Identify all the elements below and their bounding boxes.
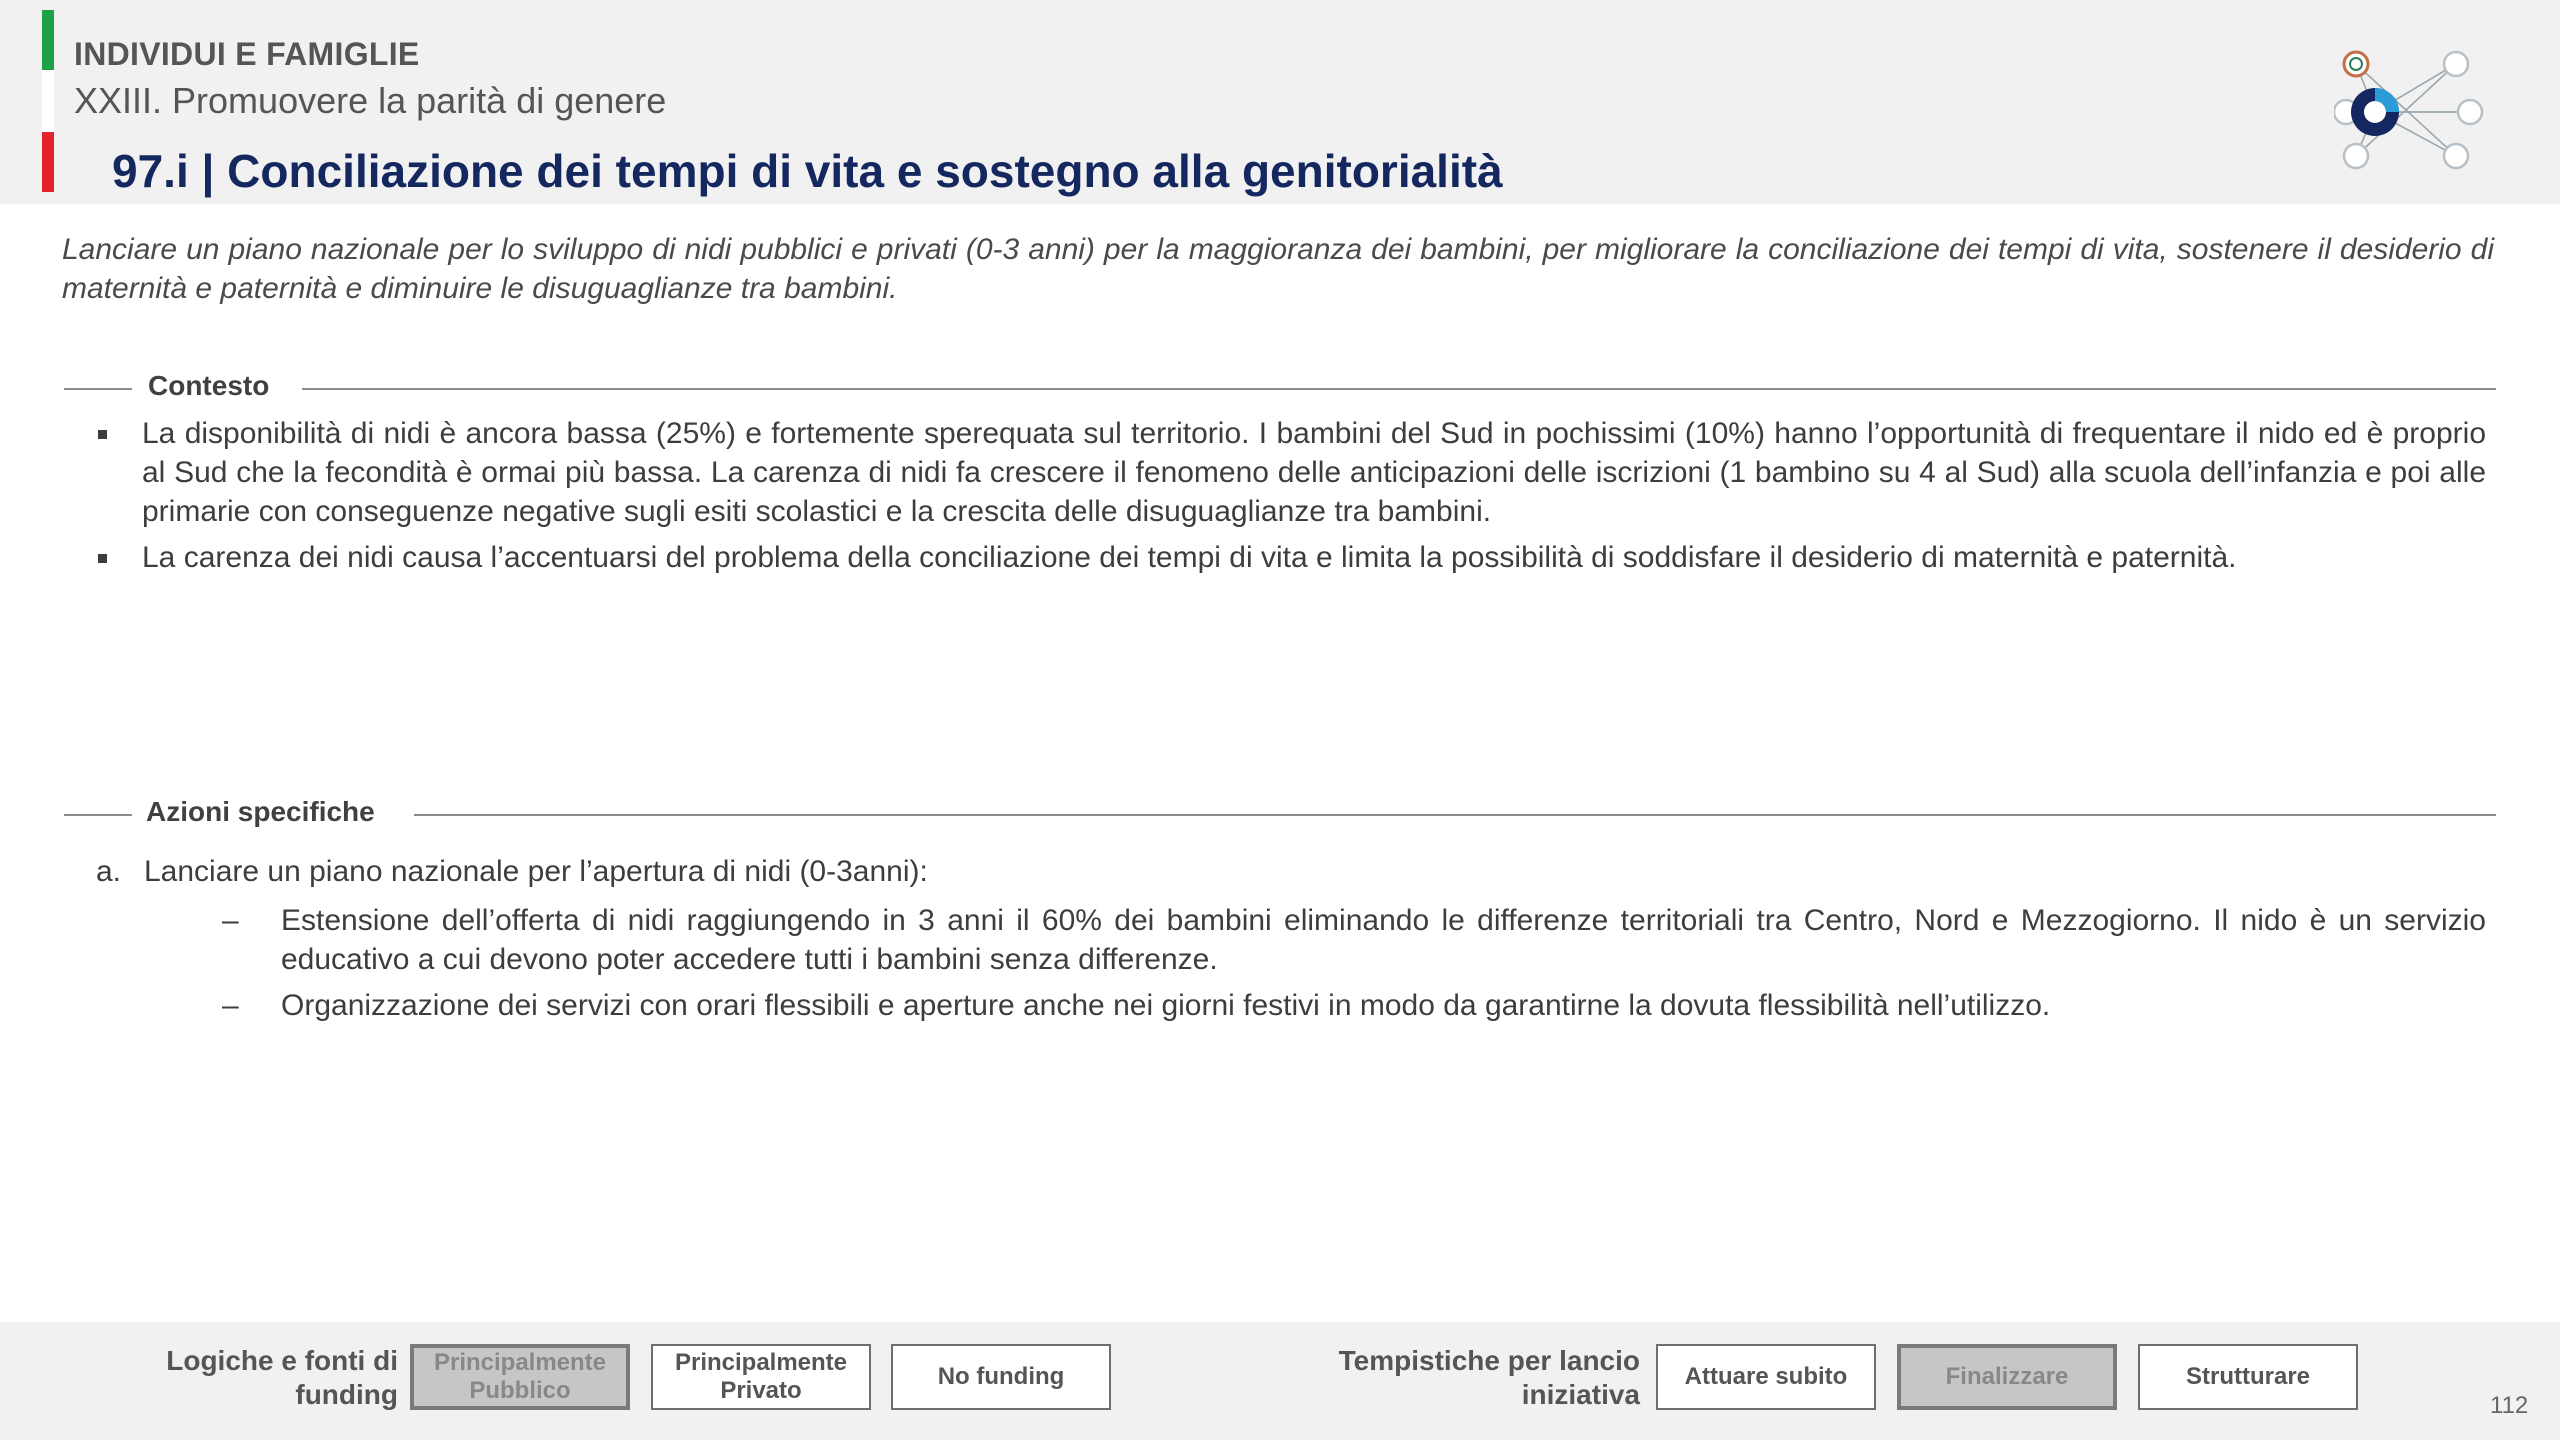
option-line1: Attuare subito (1684, 1363, 1848, 1390)
list-item (96, 986, 2486, 1025)
dash-bullet: – (222, 904, 239, 937)
intro-paragraph: Lanciare un piano nazionale per lo sviluppo di nidi pubblici e privati (0-3 anni) per la maggioranza dei bambini, per migliorare la conciliazione dei tempi di vita, sostenere il desiderio di maternità e paternità e diminuire le disuguaglianze tra bambini. (62, 233, 2494, 305)
funding-label (120, 1344, 398, 1412)
action-main-row (96, 852, 2496, 891)
funding-label-line2: funding (295, 1379, 398, 1410)
timing-label-line1: Tempistiche per lancio (1338, 1345, 1640, 1376)
azioni-section-heading (64, 792, 2496, 832)
option-line2: Privato (720, 1377, 802, 1404)
page-title: 97.i | Conciliazione dei tempi di vita e sostegno alla genitorialità (112, 145, 1503, 197)
contesto-heading-label: Contesto (148, 370, 270, 401)
list-item (96, 538, 2486, 577)
square-bullet-icon (98, 430, 107, 439)
option-line1: Finalizzare (1945, 1363, 2069, 1390)
header-band (0, 0, 2560, 204)
bullet-text: La carenza dei nidi causa l’accentuarsi del problema della conciliazione dei tempi di vita e limita la possibilità di soddisfare il desiderio di maternità e paternità. (142, 541, 2237, 574)
option-line2: Pubblico (469, 1377, 571, 1404)
action-subitem-list (96, 901, 2496, 1025)
contesto-section-heading (64, 366, 2496, 406)
funding-option-no-funding[interactable] (891, 1344, 1111, 1410)
page-number: 112 (2490, 1392, 2529, 1419)
flag-red-stripe (42, 132, 54, 192)
action-item-a (96, 852, 2496, 1032)
action-letter: a. (96, 855, 122, 888)
list-item (96, 901, 2486, 979)
timing-option-finalizzare[interactable] (1897, 1344, 2117, 1410)
category-label: INDIVIDUI E FAMIGLIE (74, 36, 420, 72)
funding-option-pubblico[interactable] (410, 1344, 630, 1410)
dash-bullet: – (222, 989, 239, 1022)
list-item (96, 414, 2486, 531)
option-line1: Principalmente (433, 1349, 607, 1376)
timing-label-line2: iniziativa (1521, 1379, 1640, 1410)
subitem-text: Estensione dell’offerta di nidi raggiungendo in 3 anni il 60% dei bambini eliminando le differenze territoriali tra Centro, Nord e Mezzogiorno. Il nido è un servizio educativo a cui devono poter accedere tutti i bambini senza differenze. (281, 904, 2486, 976)
timing-option-strutturare[interactable] (2138, 1344, 2358, 1410)
heading-rule-left (64, 814, 132, 816)
square-bullet-icon (98, 554, 107, 563)
funding-label-line1: Logiche e fonti di (166, 1345, 398, 1376)
flag-green-stripe (42, 10, 54, 70)
option-line1: Principalmente (674, 1349, 848, 1376)
bullet-text: La disponibilità di nidi è ancora bassa (25%) e fortemente sperequata sul territorio. I bambini del Sud in pochissimi (10%) hanno l’opportunità di frequentare il nido ed è proprio al Sud che la fecondità è ormai più bassa. La carenza di nidi fa crescere il fenomeno delle anticipazioni delle iscrizioni (1 bambino su 4 al Sud) alla scuola dell’infanzia e poi alle primarie con conseguenze negative sugli esiti scolastici e la crescita delle disuguaglianze tra bambini. (142, 417, 2486, 528)
footer-band (0, 1322, 2560, 1440)
timing-option-attuare-subito[interactable] (1656, 1344, 1876, 1410)
funding-option-privato[interactable] (651, 1344, 871, 1410)
subitem-text: Organizzazione dei servizi con orari flessibili e aperture anche nei giorni festivi in modo da garantirne la dovuta flessibilità nell’utilizzo. (281, 989, 2051, 1022)
network-logo-icon (2334, 44, 2484, 180)
azioni-heading-label: Azioni specifiche (146, 796, 375, 827)
heading-rule-right (414, 814, 2496, 816)
heading-rule-left (64, 388, 132, 390)
option-line1: No funding (937, 1363, 1065, 1390)
heading-rule-right (302, 388, 2496, 390)
timing-label (1300, 1344, 1640, 1412)
flag-white-stripe (42, 70, 54, 132)
option-line1: Strutturare (2185, 1363, 2311, 1390)
action-text: Lanciare un piano nazionale per l’apertura di nidi (0-3anni): (144, 855, 928, 888)
contesto-bullet-list (96, 414, 2486, 584)
italian-flag-bar (42, 10, 54, 192)
subcategory-label: XXIII. Promuovere la parità di genere (74, 80, 667, 121)
